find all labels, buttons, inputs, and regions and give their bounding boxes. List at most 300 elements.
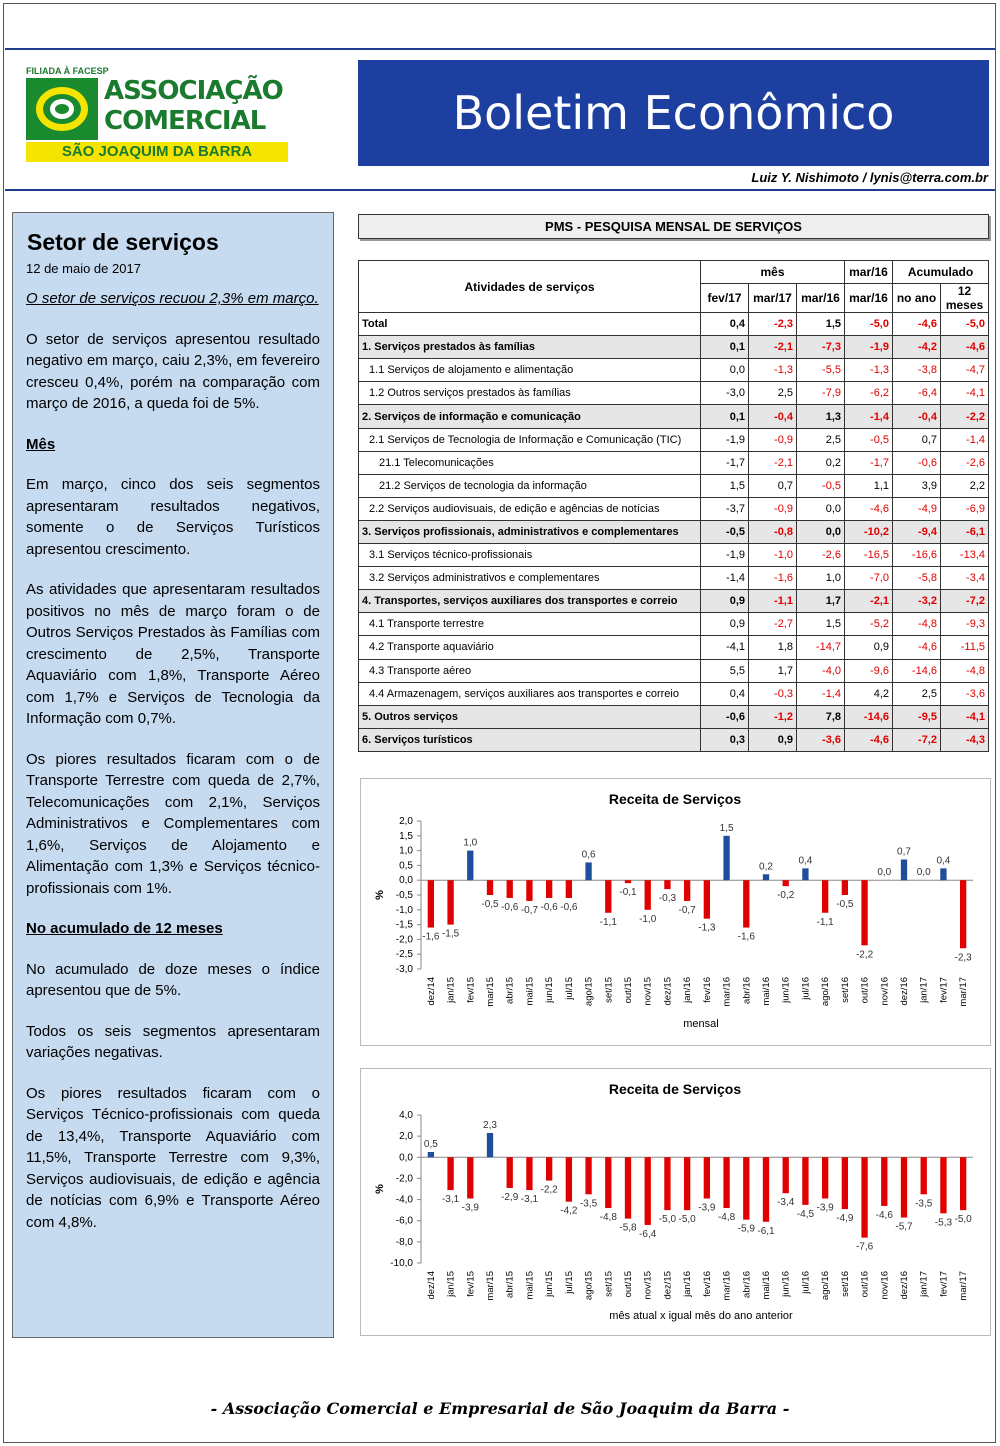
row-value: -3,7 (701, 497, 749, 520)
row-value: -0,9 (749, 428, 797, 451)
bar (822, 880, 828, 913)
row-label: 1.2 Outros serviços prestados às famílias (359, 382, 701, 405)
table-title: PMS - PESQUISA MENSAL DE SERVIÇOS (358, 214, 989, 239)
row-value: -4,7 (941, 359, 989, 382)
row-value: -1,4 (845, 405, 893, 428)
row-value: -1,7 (701, 451, 749, 474)
x-tick-label: mar/15 (485, 977, 496, 1007)
x-tick-label: mar/17 (958, 977, 970, 1007)
row-value: -1,9 (845, 336, 893, 359)
row-value: -3,8 (893, 359, 941, 382)
data-label: -4,8 (599, 1212, 617, 1224)
bar (901, 859, 907, 880)
col-header: mar/16 (845, 284, 893, 313)
data-label: -4,2 (560, 1205, 578, 1217)
bar (487, 1133, 493, 1157)
row-value: 0,3 (701, 728, 749, 751)
data-label: -1,1 (816, 916, 834, 928)
row-value: -4,2 (893, 336, 941, 359)
bar (428, 1152, 434, 1157)
row-value: -1,9 (701, 428, 749, 451)
y-tick-label: -2,0 (395, 1173, 413, 1185)
article-title: Setor de serviços (27, 229, 219, 255)
row-value: 0,1 (701, 336, 749, 359)
row-value: -4,0 (797, 659, 845, 682)
row-value: 0,7 (749, 474, 797, 497)
y-tick-label: -6,0 (395, 1215, 413, 1227)
bar (861, 880, 867, 945)
row-value: 1,5 (797, 613, 845, 636)
row-label: 21.2 Serviços de tecnologia da informação (359, 474, 701, 497)
data-label: 0,7 (897, 846, 911, 858)
data-label: -5,7 (895, 1221, 913, 1233)
x-tick-label: jan/15 (445, 1271, 457, 1297)
data-label: -2,2 (540, 1184, 558, 1196)
bar (921, 1157, 927, 1194)
bar (507, 880, 513, 898)
bar (684, 880, 690, 901)
row-value: -3,2 (893, 590, 941, 613)
bar (605, 880, 611, 913)
table-row (359, 405, 989, 428)
article-paragraph-4: Os piores resultados ficaram com o de Transporte Terrestre com queda de 2,7%, Telecomunicações com 2,1%, Serviços Administrativos e Complementares com 1,6%, Serviços de Alojamento e Alimentação com 1,3% e Serviços técnico-profissionais com 1%. (26, 750, 320, 897)
row-value: -0,5 (797, 474, 845, 497)
row-value: 7,8 (797, 705, 845, 728)
x-tick-label: set/15 (603, 1271, 615, 1297)
row-value: -1,4 (941, 428, 989, 451)
y-tick-label: 4,0 (399, 1110, 413, 1121)
row-value: 0,4 (701, 313, 749, 336)
x-tick-label: mar/16 (721, 1271, 733, 1301)
row-value: 1,1 (845, 474, 893, 497)
header-acumulado: Acumulado (893, 261, 989, 284)
row-value: -3,0 (701, 382, 749, 405)
x-tick-label: dez/14 (425, 977, 437, 1006)
col-header: mar/16 (797, 284, 845, 313)
row-label: 4.3 Transporte aéreo (359, 659, 701, 682)
data-label: -3,9 (461, 1202, 479, 1214)
y-tick-label: 2,0 (399, 816, 413, 827)
row-value: -4,6 (893, 313, 941, 336)
row-label: 1.1 Serviços de alojamento e alimentação (359, 359, 701, 382)
x-tick-label: jul/15 (563, 977, 575, 1000)
table-row (359, 544, 989, 567)
x-tick-label: mai/15 (524, 1271, 536, 1300)
bar (487, 880, 493, 895)
x-tick-label: jan/16 (682, 977, 694, 1003)
row-value: -7,2 (941, 590, 989, 613)
row-value: 2,5 (797, 428, 845, 451)
row-value: -1,6 (749, 567, 797, 590)
data-label: -5,8 (619, 1222, 637, 1234)
data-label: 0,6 (581, 849, 596, 861)
row-value: 0,4 (701, 682, 749, 705)
x-tick-label: jun/16 (780, 977, 792, 1003)
data-label: 2,3 (483, 1119, 497, 1131)
x-tick-label: dez/14 (425, 1271, 437, 1300)
row-value: 1,7 (797, 590, 845, 613)
row-label: 1. Serviços prestados às famílias (359, 336, 701, 359)
y-tick-label: -3,0 (395, 964, 413, 975)
x-tick-label: nov/15 (642, 1271, 654, 1300)
row-value: -4,8 (893, 613, 941, 636)
y-tick-label: -10,0 (390, 1258, 413, 1269)
row-value: -4,1 (701, 636, 749, 659)
y-tick-label: 0,0 (399, 875, 413, 887)
chart-title: Receita de Serviços (608, 791, 742, 807)
data-label: -2,2 (855, 949, 874, 961)
bar (802, 868, 808, 880)
chart-title: Receita de Serviços (608, 1081, 742, 1097)
x-tick-label: jun/15 (544, 1271, 556, 1297)
association-logo (26, 66, 288, 162)
row-value: 0,1 (701, 405, 749, 428)
data-label: -1,5 (441, 928, 460, 940)
data-label: -1,1 (599, 916, 617, 928)
bar (842, 880, 848, 895)
data-label: 0,4 (798, 855, 813, 867)
row-value: 1,0 (797, 567, 845, 590)
data-label: -0,6 (501, 901, 519, 913)
x-tick-label: jun/16 (780, 1271, 792, 1297)
logo-name-2: COMERCIAL (104, 106, 266, 136)
data-label: -0,7 (678, 904, 696, 916)
bar (783, 1157, 789, 1193)
bar (704, 880, 710, 918)
row-value: 0,7 (893, 428, 941, 451)
x-tick-label: ago/16 (820, 977, 832, 1007)
author-credit: Luiz Y. Nishimoto / lynis@terra.com.br (751, 170, 988, 185)
row-value: 0,0 (701, 359, 749, 382)
y-tick-label: -0,5 (395, 890, 413, 901)
row-value: -14,7 (797, 636, 845, 659)
bar (763, 1157, 769, 1221)
row-value: -0,4 (749, 405, 797, 428)
row-value: 2,5 (893, 682, 941, 705)
row-value: -16,5 (845, 544, 893, 567)
logo-emblem-icon (26, 78, 98, 140)
x-tick-label: nov/15 (642, 977, 654, 1006)
row-value: -6,2 (845, 382, 893, 405)
data-label: -3,1 (520, 1194, 539, 1206)
row-value: -3,6 (797, 728, 845, 751)
bar (428, 880, 434, 927)
bar (822, 1157, 828, 1198)
row-value: 1,8 (749, 636, 797, 659)
row-value: -4,6 (845, 497, 893, 520)
x-tick-label: fev/16 (701, 977, 713, 1003)
data-label: -3,1 (441, 1194, 460, 1206)
row-value: 0,9 (749, 728, 797, 751)
row-value: -7,3 (797, 336, 845, 359)
data-label: -0,5 (481, 899, 499, 910)
data-label: -6,4 (639, 1228, 657, 1240)
bar (507, 1157, 513, 1188)
x-tick-label: jan/17 (918, 1271, 930, 1297)
y-tick-label: 0,5 (399, 860, 413, 872)
table-row (359, 728, 989, 751)
row-label: 3. Serviços profissionais, administrativos e complementares (359, 520, 701, 543)
col-header: no ano (893, 284, 941, 313)
row-value: -9,6 (845, 659, 893, 682)
article-date: 12 de maio de 2017 (26, 261, 141, 276)
row-value: -1,7 (845, 451, 893, 474)
row-value: 1,5 (701, 474, 749, 497)
row-value: 5,5 (701, 659, 749, 682)
row-value: -0,8 (749, 520, 797, 543)
section-heading-acumulado: No acumulado de 12 meses (26, 920, 223, 937)
bar (526, 1157, 532, 1190)
x-tick-label: mai/15 (524, 977, 536, 1006)
row-value: -10,2 (845, 520, 893, 543)
bar (743, 880, 749, 927)
chart-yoy (360, 1068, 991, 1336)
row-value: -0,5 (701, 520, 749, 543)
y-axis-label: % (374, 890, 386, 900)
article-paragraph-6: Todos os seis segmentos apresentaram variações negativas. (26, 1022, 320, 1061)
row-value: 0,9 (701, 590, 749, 613)
x-tick-label: fev/17 (938, 977, 950, 1003)
data-label: -5,0 (954, 1214, 972, 1226)
row-value: -0,3 (749, 682, 797, 705)
row-value: -1,2 (749, 705, 797, 728)
bar (901, 1157, 907, 1217)
x-tick-label: out/16 (859, 977, 871, 1004)
row-value: -7,0 (845, 567, 893, 590)
row-value: -6,9 (941, 497, 989, 520)
row-value: 1,3 (797, 405, 845, 428)
data-label: -0,2 (777, 890, 795, 902)
y-tick-label: -1,0 (395, 904, 413, 916)
row-label: 2. Serviços de informação e comunicação (359, 405, 701, 428)
bar (743, 1157, 749, 1219)
row-value: 0,0 (797, 520, 845, 543)
article-paragraph-1: O setor de serviços apresentou resultado negativo em março, caiu 2,3%, em fevereiro cresceu 0,4%, porém na comparação com março de 2016, a queda foi de 5%. (26, 330, 320, 412)
data-label: -4,8 (717, 1212, 736, 1224)
x-tick-label: abr/15 (504, 977, 516, 1004)
bar (585, 1157, 591, 1194)
row-value: -5,0 (941, 313, 989, 336)
bar (723, 1157, 729, 1208)
data-label: -6,1 (757, 1225, 775, 1237)
row-value: 0,0 (797, 497, 845, 520)
table-row (359, 497, 989, 520)
x-tick-label: nov/16 (879, 1271, 891, 1300)
row-label: 2.1 Serviços de Tecnologia de Informação e Comunicação (TIC) (359, 428, 701, 451)
bar (861, 1157, 867, 1237)
row-label: 21.1 Telecomunicações (359, 451, 701, 474)
header-banner (358, 60, 989, 166)
data-label: 0,5 (423, 1139, 438, 1150)
chart-monthly (360, 778, 991, 1046)
row-value: -5,8 (893, 567, 941, 590)
x-tick-label: fev/17 (938, 1271, 950, 1297)
table-row (359, 659, 989, 682)
y-tick-label: -8,0 (395, 1236, 413, 1248)
x-tick-label: jul/16 (800, 977, 812, 1000)
table-row (359, 590, 989, 613)
row-value: -5,5 (797, 359, 845, 382)
x-tick-label: jul/15 (563, 1271, 575, 1294)
bar (684, 1157, 690, 1210)
data-label: -3,9 (698, 1202, 716, 1214)
x-tick-label: mai/16 (761, 977, 772, 1006)
col-header: fev/17 (701, 284, 749, 313)
x-tick-label: dez/16 (899, 977, 910, 1006)
row-value: -9,3 (941, 613, 989, 636)
row-value: -2,7 (749, 613, 797, 636)
bar (645, 880, 651, 910)
bar (546, 1157, 552, 1180)
bar (664, 1157, 670, 1210)
bar (763, 874, 769, 880)
table-row (359, 682, 989, 705)
row-value: -4,1 (941, 382, 989, 405)
bar (585, 862, 591, 880)
row-label: 3.1 Serviços técnico-profissionais (359, 544, 701, 567)
bar (447, 1157, 453, 1190)
bar (960, 1157, 966, 1210)
bar (447, 880, 453, 924)
table-row (359, 636, 989, 659)
data-label: -7,6 (855, 1241, 874, 1253)
row-value: -2,2 (941, 405, 989, 428)
row-value: -11,5 (941, 636, 989, 659)
row-value: -5,2 (845, 613, 893, 636)
row-value: -3,4 (941, 567, 989, 590)
row-label: 4.1 Transporte terrestre (359, 613, 701, 636)
x-tick-label: out/15 (623, 1271, 634, 1298)
data-label: -0,7 (520, 904, 539, 916)
row-value: -0,5 (845, 428, 893, 451)
bar (467, 1157, 473, 1198)
bar (605, 1157, 611, 1208)
bar (940, 868, 946, 880)
row-value: -2,6 (797, 544, 845, 567)
x-axis-label: mensal (683, 1018, 719, 1030)
data-label: -0,3 (658, 893, 677, 905)
data-label: -0,1 (619, 887, 637, 899)
x-tick-label: abr/15 (504, 1271, 516, 1298)
row-label: 3.2 Serviços administrativos e complementares (359, 567, 701, 590)
y-tick-label: 0,0 (399, 1152, 413, 1164)
bar (645, 1157, 651, 1225)
data-label: -1,0 (639, 913, 657, 925)
row-value: -1,0 (749, 544, 797, 567)
x-tick-label: set/16 (839, 977, 851, 1003)
x-tick-label: mar/16 (721, 977, 733, 1007)
y-tick-label: -2,0 (395, 934, 413, 946)
header-mar16: mar/16 (845, 261, 893, 284)
row-value: -2,1 (845, 590, 893, 613)
header-rule (5, 189, 995, 191)
table-row (359, 474, 989, 497)
logo-city: SÃO JOAQUIM DA BARRA (26, 142, 288, 162)
x-tick-label: set/16 (839, 1271, 851, 1297)
x-tick-label: set/15 (603, 977, 615, 1003)
row-value: -4,3 (941, 728, 989, 751)
data-label: 0,4 (936, 855, 951, 867)
header-atividades: Atividades de serviços (359, 261, 701, 313)
table-row (359, 613, 989, 636)
data-label: -2,3 (954, 952, 972, 964)
row-value: -9,5 (893, 705, 941, 728)
y-tick-label: -2,5 (395, 949, 413, 961)
row-label: 5. Outros serviços (359, 705, 701, 728)
top-rule (5, 48, 995, 50)
bar (960, 880, 966, 948)
row-value: -0,9 (749, 497, 797, 520)
row-value: -1,4 (797, 682, 845, 705)
row-value: -2,3 (749, 313, 797, 336)
data-label: -3,4 (777, 1197, 795, 1209)
page-title: Boletim Econômico (452, 86, 895, 140)
bar (566, 1157, 572, 1201)
row-value: -13,4 (941, 544, 989, 567)
row-value: 2,2 (941, 474, 989, 497)
article-paragraph-7: Os piores resultados ficaram com o Serviços Técnico-profissionais com queda de 13,4%, Transporte Aquaviário com 11,5%, Transporte Terrestre com 9,3%, Serviços audiovisuais, de edição e agência de notícias com 6,9% e Transporte Aéreo com 4,8%. (26, 1084, 320, 1231)
row-value: 0,9 (701, 613, 749, 636)
pms-table (358, 260, 989, 752)
col-header: mar/17 (749, 284, 797, 313)
header-mes: mês (701, 261, 845, 284)
row-value: 0,2 (797, 451, 845, 474)
row-value: -3,6 (941, 682, 989, 705)
data-label: 1,5 (719, 822, 734, 834)
section-heading-mes: Mês (26, 435, 56, 453)
row-label: 2.2 Serviços audiovisuais, de edição e agências de notícias (359, 497, 701, 520)
x-tick-label: dez/15 (662, 1271, 674, 1300)
row-value: -4,6 (893, 636, 941, 659)
row-value: -1,4 (701, 567, 749, 590)
bar (625, 880, 631, 883)
y-tick-label: 1,0 (399, 845, 413, 857)
table-row (359, 313, 989, 336)
x-tick-label: dez/15 (662, 977, 674, 1006)
row-value: -0,4 (893, 405, 941, 428)
table-row (359, 382, 989, 405)
article-sidebar (12, 212, 334, 1338)
x-tick-label: dez/16 (899, 1271, 910, 1300)
row-value: -4,6 (941, 336, 989, 359)
row-value: -0,6 (893, 451, 941, 474)
x-tick-label: fev/16 (701, 1271, 713, 1297)
x-tick-label: out/16 (859, 1271, 871, 1298)
bar (881, 1157, 887, 1206)
data-label: -3,5 (915, 1198, 933, 1210)
data-label: 0,0 (916, 867, 931, 879)
row-value: 3,9 (893, 474, 941, 497)
bar (783, 880, 789, 886)
data-label: -0,6 (540, 901, 558, 913)
data-label: -4,6 (875, 1209, 893, 1221)
row-value: -2,1 (749, 336, 797, 359)
data-label: -1,6 (422, 931, 440, 943)
x-axis-label: mês atual x igual mês do ano anterior (609, 1310, 793, 1322)
bar (704, 1157, 710, 1198)
x-tick-label: jan/17 (918, 977, 930, 1003)
x-tick-label: ago/16 (820, 1271, 832, 1301)
data-label: 0,2 (759, 861, 773, 873)
row-value: 1,7 (749, 659, 797, 682)
x-tick-label: fev/15 (465, 1271, 477, 1297)
y-tick-label: 2,0 (399, 1131, 413, 1143)
row-value: -0,6 (701, 705, 749, 728)
row-value: -6,4 (893, 382, 941, 405)
data-label: -4,5 (796, 1208, 815, 1220)
chart-yoy-svg (361, 1069, 990, 1335)
row-value: -7,9 (797, 382, 845, 405)
